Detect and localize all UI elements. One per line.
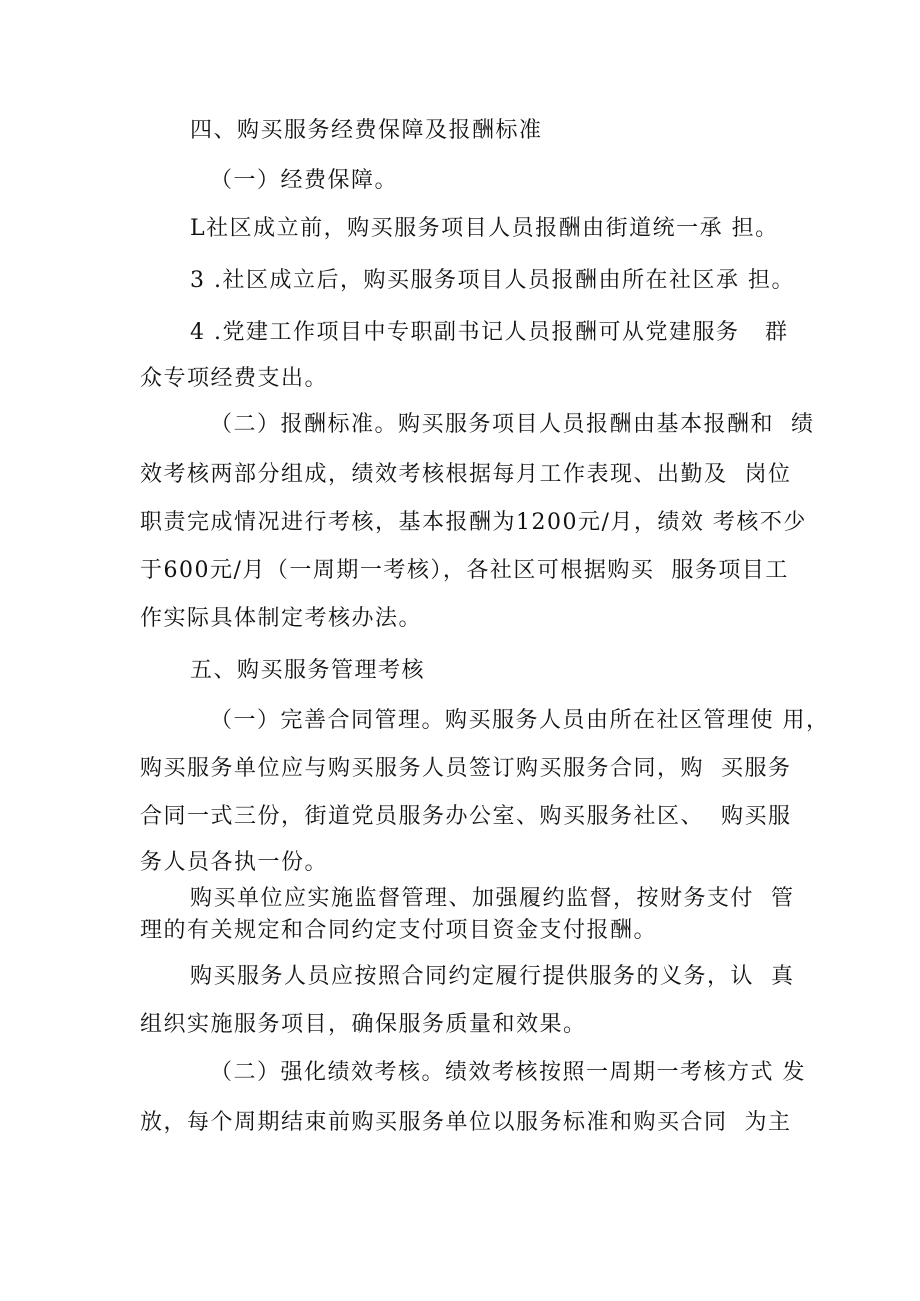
paragraph-line: 4 .党建工作项目中专职副书记人员报酬可从党建服务 群: [190, 320, 789, 345]
paragraph-line: L社区成立前，购买服务项目人员报酬由街道统一承 担。: [190, 216, 779, 241]
paragraph-line: 理的有关规定和合同约定支付项目资金支付报酬。: [140, 918, 658, 943]
paragraph-line: 3 .社区成立后，购买服务项目人员报酬由所在社区承 担。: [190, 268, 795, 293]
paragraph-line: 放，每个周期结束前购买服务单位以服务标准和购买合同 为主: [140, 1110, 792, 1135]
paragraph-line: 合同一式三份，街道党员服务办公室、购买服务社区、 购买服: [140, 804, 792, 829]
paragraph-line: 购买单位应实施监督管理、加强履约监督，按财务支付 管: [190, 886, 795, 911]
section-heading-5: 五、购买服务管理考核: [190, 658, 426, 683]
paragraph-line: 购买服务单位应与购买服务人员签订购买服务合同，购 买服务: [140, 756, 792, 781]
subheading-contract: （一）完善合同管理。购买服务人员由所在社区管理使 用，: [210, 708, 830, 733]
paragraph-line: 职责完成情况进行考核，基本报酬为1200元/月，绩效 考核不少: [140, 510, 807, 535]
subheading-performance: （二）强化绩效考核。绩效考核按照一周期一考核方式 发: [210, 1060, 806, 1085]
paragraph-line: 众专项经费支出。: [140, 366, 329, 391]
paragraph-line: 于600元/月（一周期一考核），各社区可根据购买 服务项目工: [140, 558, 789, 583]
subheading-pay-standard: （二）报酬标准。购买服务项目人员报酬由基本报酬和 绩: [210, 412, 815, 437]
section-heading-4: 四、购买服务经费保障及报酬标准: [190, 118, 543, 143]
paragraph-line: 购买服务人员应按照合同约定履行提供服务的义务，认 真: [190, 964, 795, 989]
paragraph-line: 效考核两部分组成，绩效考核根据每月工作表现、出勤及 岗位: [140, 462, 792, 487]
paragraph-line: 组织实施服务项目，确保服务质量和效果。: [140, 1012, 587, 1037]
paragraph-line: 作实际具体制定考核办法。: [140, 606, 423, 631]
paragraph-line: 务人员各执一份。: [140, 850, 329, 875]
subheading-funding: （一）经费保障。: [210, 168, 399, 193]
